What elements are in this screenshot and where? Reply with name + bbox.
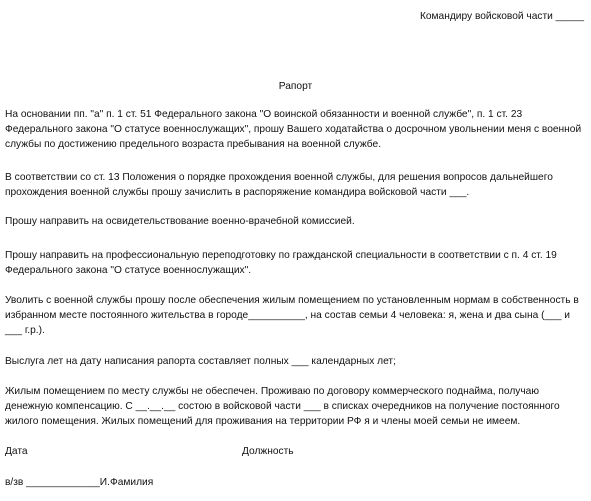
paragraph-service-length: Выслуга лет на дату написания рапорта составляет полных ___ календарных лет; <box>5 356 396 367</box>
paragraph-dismissal-request: На основании пп. "а" п. 1 ст. 51 Федерального закона "О воинской обязанности и военной службе", п. 1 ст. 23 Федерального закона "О статусе военнослужащих", прошу Вашего ходатайства о досрочном увольнении меня с военной службы по достижению предельного возраста пребывания на военной службе. <box>5 109 582 150</box>
signature-line: в/зв _____________И.Фамилия <box>5 477 154 488</box>
paragraph-retraining: Прошу направить на профессиональную переподготовку по гражданской специальности в соответствии с п. 4 ст. 19 Федерального закона "О статусе военнослужащих". <box>5 250 557 276</box>
addressee-line: Командиру войсковой части _____ <box>419 11 584 22</box>
date-label: Дата <box>5 446 28 457</box>
paragraph-medical-commission: Прошу направить на освидетельствование военно-врачебной комиссией. <box>5 216 355 227</box>
document-title: Рапорт <box>278 81 313 92</box>
paragraph-housing-status: Жилым помещением по месту службы не обеспечен. Проживаю по договору коммерческого поднайма, получаю денежную компенсацию. С __.__.__ состою в войсковой части ___ в списках очередников на получение постоянного жилого помещения. Жилых помещений для проживания на территории РФ я и члены моей семьи не имеем. <box>5 386 560 427</box>
paragraph-housing-condition: Уволить с военной службы прошу после обеспечения жилым помещением по установленным нормам в собственность в избранном месте постоянного жительства в городе__________, на состав семьи 4 человека: я, жена и два сына (___ и ___ г.р.). <box>5 295 579 336</box>
paragraph-enrollment-request: В соответствии со ст. 13 Положения о порядке прохождения военной службы, для решения вопросов дальнейшего прохождения военной службы прошу зачислить в распоряжение командира войсковой части ___. <box>5 172 553 198</box>
position-label: Должность <box>242 446 294 457</box>
